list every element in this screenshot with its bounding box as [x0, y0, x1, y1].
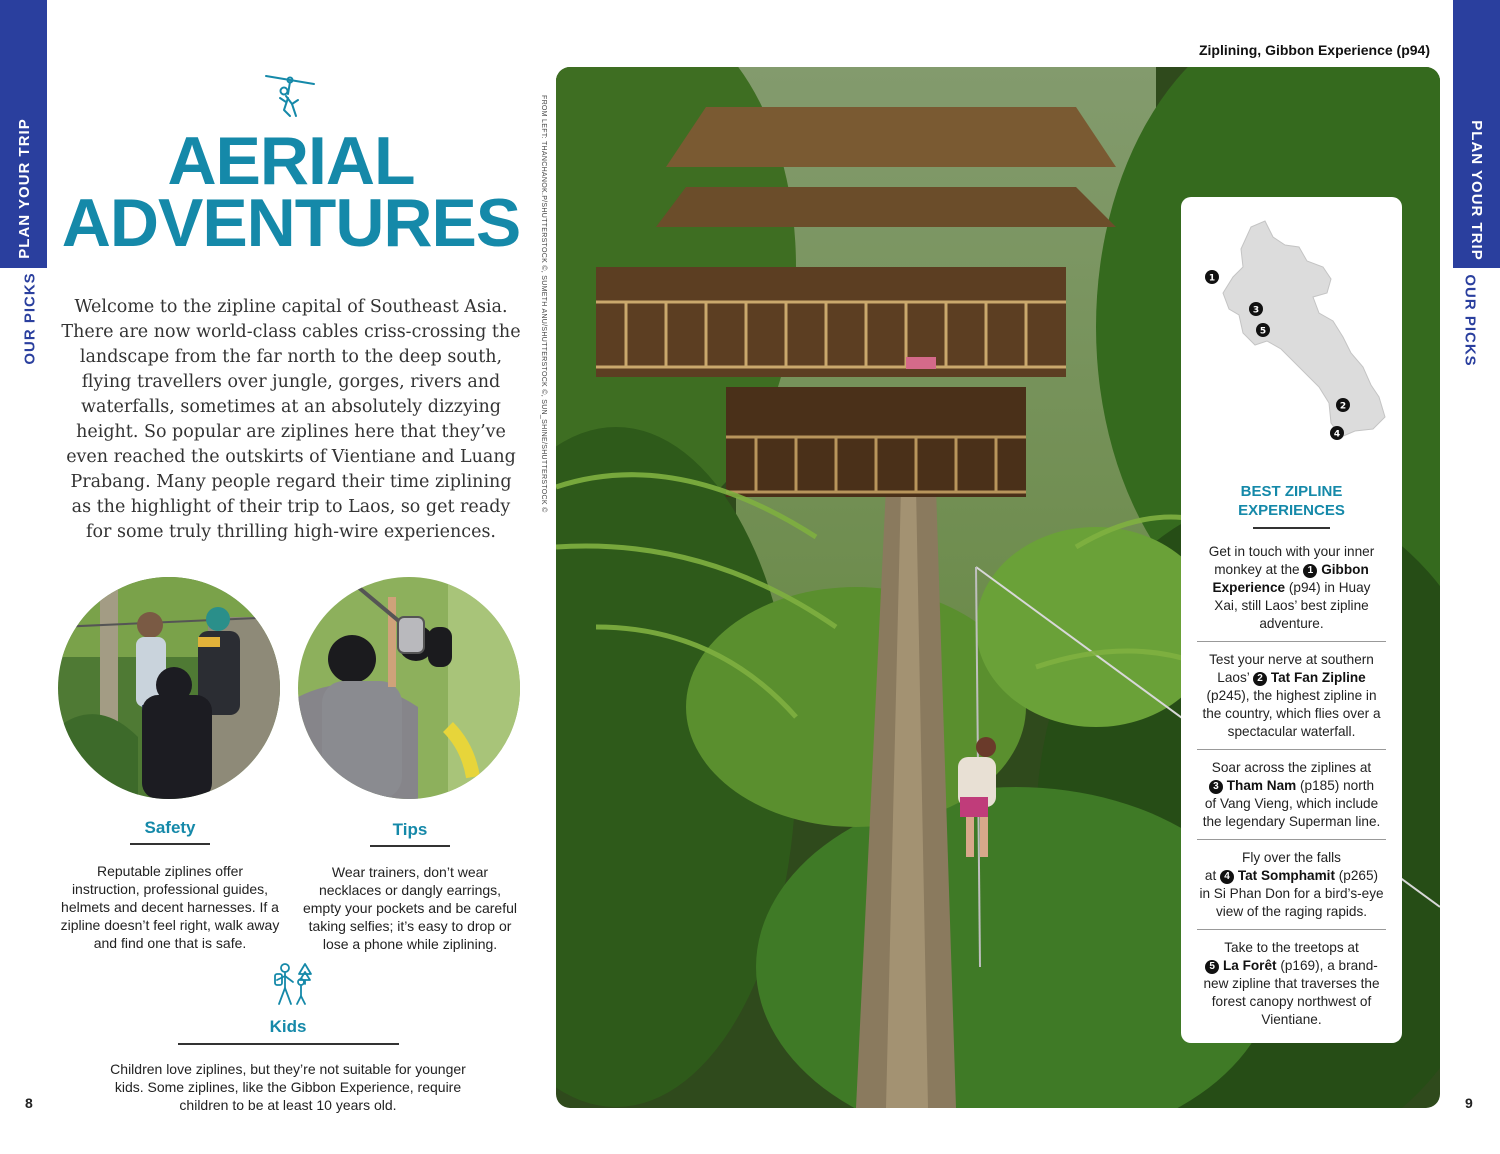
tips-line: empty your pockets and be careful	[302, 900, 517, 916]
pick-tat-somphamit	[1195, 849, 1388, 921]
pick-line: Get in touch with your inner	[1208, 544, 1375, 559]
intro-line: flying travellers over jungle, gorges, rivers and	[81, 372, 501, 392]
photo-credit-text: FROM LEFT: THANCHANOK.P/SHUTTERSTOCK ©, SUMETH ANU/SHUTTERSTOCK ©, SUN_SHINE/SHUTTERSTOCK ©	[540, 95, 547, 513]
pick-number-badge: 2	[1253, 672, 1267, 686]
pick-line: adventure.	[1259, 616, 1324, 631]
intro-line: waterfalls, sometimes at an absolutely dizzying	[81, 397, 501, 417]
pick-line: view of the raging rapids.	[1215, 904, 1368, 919]
pick-line: (p169), a brand-	[1280, 958, 1378, 973]
title-line-2: ADVENTURES	[61, 185, 521, 261]
pick-name: Gibbon	[1321, 562, 1369, 577]
intro-line: Prabang. Many people regard their time ziplining	[70, 472, 512, 492]
side-tab-label-picks: OUR PICKS	[21, 272, 39, 365]
tips-line: lose a phone while ziplining.	[322, 936, 498, 952]
pick-name: Tham Nam	[1226, 778, 1297, 793]
safety-line: zipline doesn’t feel right, walk away	[60, 917, 280, 933]
pick-name: Tat Fan Zipline	[1270, 670, 1366, 685]
page-number-right: 9	[1465, 1095, 1473, 1111]
tips-line: Wear trainers, don’t wear	[331, 864, 489, 880]
safety-line: Reputable ziplines offer	[96, 863, 244, 879]
map-marker-5: 5	[1259, 326, 1267, 337]
pick-line: new zipline that traverses the	[1203, 976, 1380, 991]
photo-credit	[537, 95, 549, 545]
map-marker-2: 2	[1339, 401, 1347, 412]
intro-line: height. So popular are ziplines here that they’ve	[76, 422, 506, 442]
pick-number-badge: 1	[1303, 564, 1317, 578]
safety-line: helmets and decent harnesses. If a	[61, 899, 279, 915]
title-line-1: AERIAL	[167, 123, 415, 199]
pick-line: (p185) north	[1300, 778, 1375, 793]
pick-divider	[1197, 929, 1386, 930]
pick-name: Tat Somphamit	[1237, 868, 1335, 883]
pick-divider	[1197, 641, 1386, 642]
pick-name: La Forêt	[1222, 958, 1277, 973]
pick-line: the country, which flies over a	[1202, 706, 1381, 721]
pick-line: Soar across the ziplines at	[1211, 760, 1372, 775]
safety-photo	[58, 577, 280, 799]
pick-line: Test your nerve at southern	[1209, 652, 1374, 667]
pick-line: spectacular waterfall.	[1227, 724, 1356, 739]
card-title-rule	[1253, 527, 1330, 529]
pick-line: monkey at the	[1214, 562, 1300, 577]
best-zipline-card	[1181, 197, 1402, 1043]
family-hiking-icon	[269, 960, 317, 1008]
safety-line: instruction, professional guides,	[71, 881, 269, 897]
pick-line: at	[1204, 868, 1217, 883]
card-title	[1181, 482, 1402, 520]
intro-paragraph	[58, 295, 524, 545]
pick-divider	[1197, 749, 1386, 750]
safety-heading-rule	[130, 843, 210, 845]
pick-line: in Si Phan Don for a bird’s-eye	[1199, 886, 1384, 901]
pick-line: (p265)	[1338, 868, 1379, 883]
map-marker-4: 4	[1333, 429, 1341, 440]
tips-line: taking selfies; it’s easy to drop or	[308, 918, 512, 934]
tips-body	[294, 863, 526, 953]
kids-line: kids. Some ziplines, like the Gibbon Experience, require	[114, 1079, 462, 1095]
side-tab-label-plan-right: PLAN YOUR TRIP	[1468, 120, 1485, 261]
kids-body	[58, 1060, 518, 1114]
pick-la-foret	[1195, 939, 1388, 1029]
kids-line: children to be at least 10 years old.	[179, 1097, 397, 1113]
kids-line: Children love ziplines, but they’re not suitable for younger	[110, 1061, 466, 1077]
pick-line: Take to the treetops at	[1224, 940, 1359, 955]
page-title	[58, 123, 524, 261]
intro-line: even reached the outskirts of Vientiane and Luang	[66, 447, 516, 467]
pick-line: Vientiane.	[1261, 1012, 1322, 1027]
pick-line: of Vang Vieng, which include	[1204, 796, 1379, 811]
map-marker-3: 3	[1252, 305, 1260, 316]
photo-caption: Ziplining, Gibbon Experience (p94)	[1198, 42, 1430, 58]
side-tab-label-picks-right: OUR PICKS	[1461, 274, 1479, 367]
pick-name: Experience	[1212, 580, 1286, 595]
pick-line: Xai, still Laos’ best zipline	[1214, 598, 1369, 613]
pick-line: Fly over the falls	[1242, 850, 1341, 865]
intro-line: as the highlight of their trip to Laos, so get ready	[71, 497, 511, 517]
pick-line: Laos’	[1217, 670, 1250, 685]
intro-line: landscape from the far north to the deep south,	[79, 347, 503, 367]
tips-heading-rule	[370, 845, 450, 847]
intro-line: There are now world-class cables criss-crossing the	[61, 322, 521, 342]
laos-map	[1203, 217, 1388, 452]
tips-heading: Tips	[392, 820, 428, 839]
safety-line: and find one that is safe.	[93, 935, 247, 951]
pick-line: (p94) in Huay	[1288, 580, 1371, 595]
pick-gibbon-experience	[1195, 543, 1388, 633]
map-marker-1: 1	[1208, 273, 1216, 284]
side-tab-label-plan: PLAN YOUR TRIP	[16, 118, 33, 259]
kids-heading: Kids	[269, 1017, 307, 1036]
pick-number-badge: 3	[1209, 780, 1223, 794]
page-number-left: 8	[25, 1095, 33, 1111]
pick-line: the legendary Superman line.	[1202, 814, 1381, 829]
card-title-line-1: BEST ZIPLINE	[1240, 483, 1343, 500]
pick-line: forest canopy northwest of	[1211, 994, 1372, 1009]
pick-number-badge: 5	[1205, 960, 1219, 974]
pick-tat-fan-zipline	[1195, 651, 1388, 741]
zipline-person-icon	[262, 70, 318, 126]
pick-line: (p245), the highest zipline in	[1206, 688, 1377, 703]
tips-photo	[298, 577, 520, 799]
tips-line: necklaces or dangly earrings,	[318, 882, 502, 898]
safety-body	[54, 862, 286, 952]
pick-number-badge: 4	[1220, 870, 1234, 884]
card-title-line-2: EXPERIENCES	[1238, 502, 1345, 519]
intro-line: for some truly thrilling high-wire experiences.	[86, 522, 496, 542]
intro-line: Welcome to the zipline capital of Southeast Asia.	[74, 297, 508, 317]
kids-heading-rule	[178, 1043, 399, 1045]
safety-heading: Safety	[144, 818, 196, 837]
pick-tham-nam	[1195, 759, 1388, 831]
pick-divider	[1197, 839, 1386, 840]
